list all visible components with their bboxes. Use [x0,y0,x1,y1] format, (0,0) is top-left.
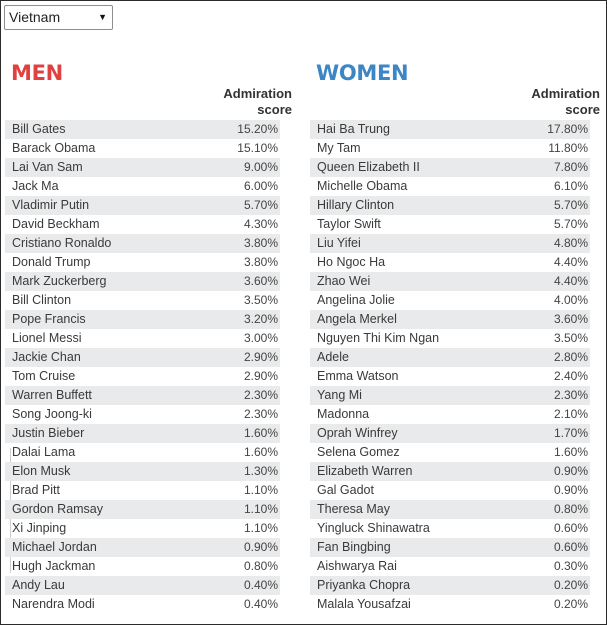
admiration-score: 0.60% [553,521,588,535]
table-row [5,557,280,576]
table-row [310,367,590,386]
person-name: Jack Ma [12,179,59,193]
table-row [310,120,590,139]
men-panel [5,60,292,614]
admiration-score: 1.10% [243,483,278,497]
admiration-score: 3.60% [243,274,278,288]
admiration-score: 6.10% [553,179,588,193]
person-name: Angela Merkel [317,312,397,326]
admiration-score: 4.30% [243,217,278,231]
admiration-score: 4.40% [553,274,588,288]
admiration-score: 4.80% [553,236,588,250]
person-name: Hillary Clinton [317,198,395,212]
table-row [310,538,590,557]
table-row [310,386,590,405]
admiration-score: 0.90% [553,464,588,478]
person-name: Dalai Lama [12,445,76,459]
person-name: Hugh Jackman [12,559,96,573]
admiration-score: 1.60% [553,445,588,459]
person-name: Justin Bieber [12,426,85,440]
table-row [5,329,280,348]
admiration-score: 15.10% [237,141,278,155]
admiration-score: 1.60% [243,445,278,459]
person-name: David Beckham [12,217,100,231]
person-name: My Tam [317,141,361,155]
men-score-header-line2: score [257,102,292,117]
person-name: Aishwarya Rai [317,559,397,573]
table-row [5,576,280,595]
admiration-score: 2.30% [243,388,278,402]
table-row [310,424,590,443]
men-score-header-line1: Admiration [223,86,292,101]
admiration-score: 0.20% [553,597,588,611]
table-row [5,139,280,158]
person-name: Yingluck Shinawatra [317,521,430,535]
women-panel [310,60,600,614]
person-name: Zhao Wei [317,274,371,288]
table-row [5,519,280,538]
admiration-score: 0.60% [553,540,588,554]
admiration-score: 2.30% [553,388,588,402]
table-row [310,576,590,595]
country-select[interactable] [4,5,113,30]
table-row [310,462,590,481]
table-row [5,215,280,234]
person-name: Gal Gadot [317,483,374,497]
person-name: Xi Jinping [12,521,67,535]
person-name: Barack Obama [12,141,96,155]
table-row [5,177,280,196]
person-name: Michelle Obama [317,179,408,193]
admiration-score: 6.00% [243,179,278,193]
person-name: Jackie Chan [12,350,81,364]
table-row [310,310,590,329]
admiration-score: 1.60% [243,426,278,440]
admiration-score: 2.10% [553,407,588,421]
table-row [5,595,280,614]
table-row [310,405,590,424]
admiration-score: 0.40% [243,578,278,592]
admiration-score: 1.10% [243,521,278,535]
admiration-score: 3.50% [243,293,278,307]
person-name: Bill Gates [12,122,66,136]
table-row [5,158,280,177]
admiration-score: 1.30% [243,464,278,478]
table-row [310,443,590,462]
person-name: Oprah Winfrey [317,426,398,440]
men-list [5,120,280,614]
table-row [310,348,590,367]
admiration-score: 2.90% [243,350,278,364]
admiration-score: 0.80% [553,502,588,516]
table-row [5,538,280,557]
admiration-score: 0.90% [243,540,278,554]
admiration-score: 3.00% [243,331,278,345]
admiration-score: 5.70% [553,217,588,231]
admiration-score: 1.10% [243,502,278,516]
table-row [5,253,280,272]
person-name: Donald Trump [12,255,91,269]
women-score-header-line2: score [565,102,600,117]
admiration-score: 2.90% [243,369,278,383]
table-row [5,310,280,329]
person-name: Nguyen Thi Kim Ngan [317,331,440,345]
admiration-score: 2.80% [553,350,588,364]
women-score-header [310,86,600,120]
table-row [5,367,280,386]
admiration-score: 2.30% [243,407,278,421]
table-row [5,234,280,253]
admiration-score: 1.70% [553,426,588,440]
person-name: Brad Pitt [12,483,60,497]
person-name: Theresa May [317,502,390,516]
table-row [310,234,590,253]
person-name: Malala Yousafzai [317,597,411,611]
person-name: Elizabeth Warren [317,464,413,478]
table-row [310,158,590,177]
person-name: Gordon Ramsay [12,502,104,516]
person-name: Mark Zuckerberg [12,274,107,288]
admiration-score: 3.60% [553,312,588,326]
table-row [310,291,590,310]
admiration-score: 2.40% [553,369,588,383]
person-name: Liu Yifei [317,236,361,250]
table-row [310,196,590,215]
person-name: Tom Cruise [12,369,76,383]
person-name: Lai Van Sam [12,160,83,174]
person-name: Ho Ngoc Ha [317,255,386,269]
table-row [310,177,590,196]
admiration-score: 0.30% [553,559,588,573]
table-row [310,500,590,519]
table-row [310,253,590,272]
admiration-score: 4.00% [553,293,588,307]
admiration-score: 17.80% [547,122,588,136]
person-name: Elon Musk [12,464,71,478]
table-row [5,196,280,215]
admiration-score: 3.50% [553,331,588,345]
admiration-score: 5.70% [553,198,588,212]
table-row [310,139,590,158]
table-row [310,519,590,538]
table-row [5,348,280,367]
person-name: Michael Jordan [12,540,97,554]
person-name: Queen Elizabeth II [317,160,420,174]
person-name: Song Joong-ki [12,407,92,421]
women-heading: WOMEN [316,61,409,85]
men-score-header [5,86,292,120]
admiration-score: 4.40% [553,255,588,269]
person-name: Yang Mi [317,388,362,402]
table-row [310,215,590,234]
table-row [5,462,280,481]
person-name: Vladimir Putin [12,198,90,212]
admiration-score: 7.80% [553,160,588,174]
admiration-score: 0.20% [553,578,588,592]
table-row [5,405,280,424]
person-name: Hai Ba Trung [317,122,390,136]
admiration-score: 0.80% [243,559,278,573]
table-row [5,424,280,443]
admiration-score: 5.70% [243,198,278,212]
admiration-score: 3.80% [243,236,278,250]
table-row [5,481,280,500]
person-name: Warren Buffett [12,388,92,402]
men-heading: MEN [11,61,63,85]
table-row [5,120,280,139]
table-row [5,500,280,519]
admiration-score: 9.00% [243,160,278,174]
person-name: Cristiano Ronaldo [12,236,112,250]
table-row [5,272,280,291]
person-name: Narendra Modi [12,597,95,611]
country-select-value: Vietnam [9,9,61,25]
women-score-header-line1: Admiration [531,86,600,101]
person-name: Lionel Messi [12,331,82,345]
person-name: Angelina Jolie [317,293,395,307]
person-name: Andy Lau [12,578,65,592]
table-row [310,329,590,348]
person-name: Pope Francis [12,312,86,326]
admiration-score: 11.80% [548,141,588,155]
admiration-score: 0.90% [553,483,588,497]
table-row [5,291,280,310]
person-name: Taylor Swift [317,217,381,231]
women-list [310,120,590,614]
table-row [310,481,590,500]
table-row [310,557,590,576]
admiration-score: 3.80% [243,255,278,269]
person-name: Madonna [317,407,370,421]
person-name: Emma Watson [317,369,399,383]
admiration-score: 15.20% [237,122,278,136]
person-name: Selena Gomez [317,445,400,459]
triangle-down-icon[interactable]: ▼ [98,12,107,22]
admiration-score: 0.40% [243,597,278,611]
table-row [5,386,280,405]
person-name: Fan Bingbing [317,540,391,554]
admiration-score: 3.20% [243,312,278,326]
person-name: Bill Clinton [12,293,72,307]
table-row [310,595,590,614]
person-name: Priyanka Chopra [317,578,411,592]
table-row [310,272,590,291]
table-row [5,443,280,462]
person-name: Adele [317,350,349,364]
